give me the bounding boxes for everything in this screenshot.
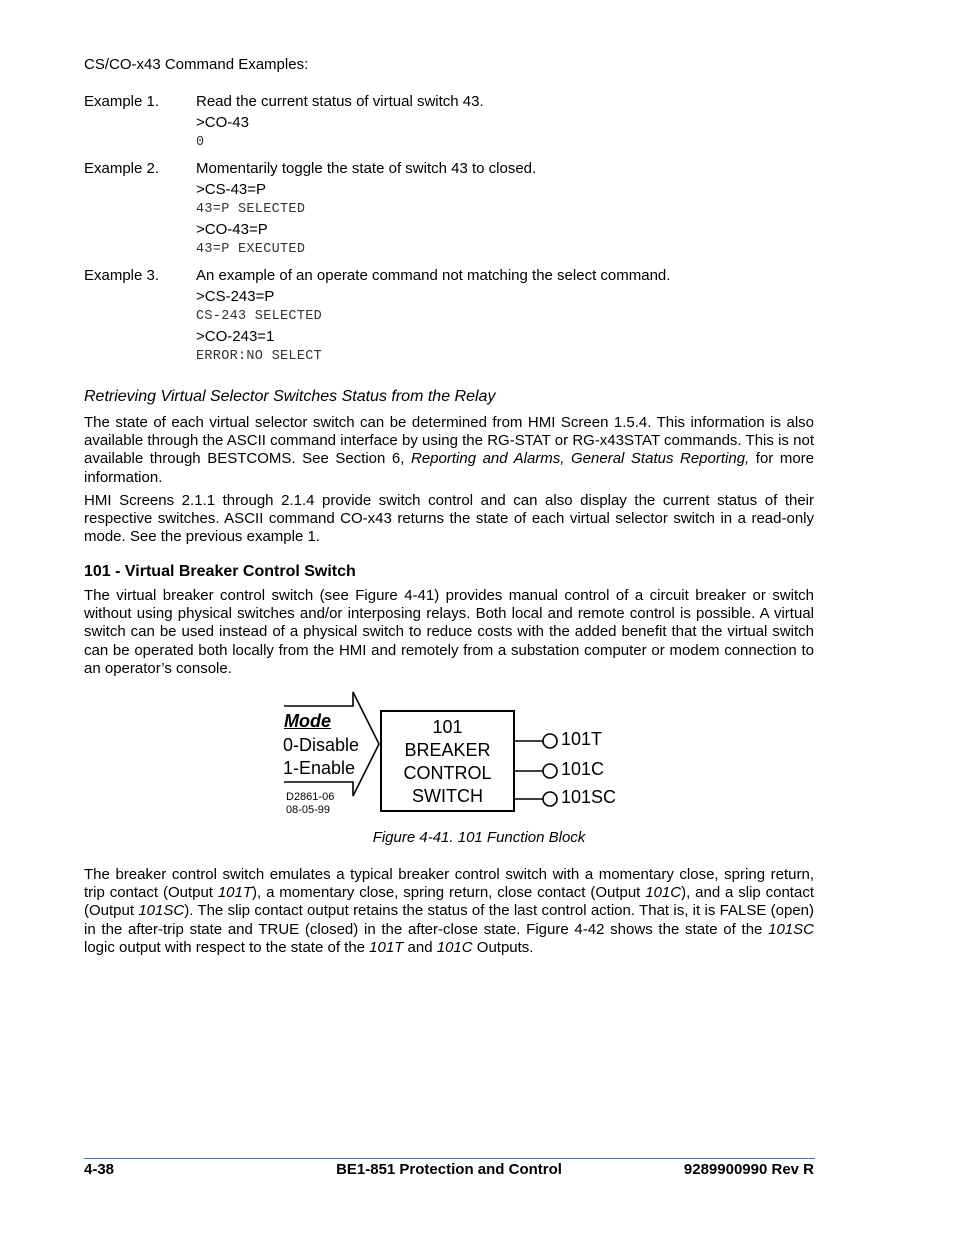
section2-paragraph-1: The virtual breaker control switch (see Figure 4-41) provides manual control of a circuit breaker or switch without using physical switches and/or interposing relays. Both local and remote control is possible. A virtual switch can be used instead of a physical switch to reduce costs with the added benefit that the virtual switch can be operated both locally from the HMI and remotely from a substation computer or modem connection to an operator’s console. — [84, 587, 814, 677]
mode-option-disable: 0-Disable — [283, 735, 360, 755]
example-2-command-select: >CS-43=P — [196, 181, 267, 198]
output-label-101t: 101T — [561, 729, 603, 749]
output-terminal-101c — [543, 764, 557, 778]
example-3-command-operate: >CO-243=1 — [196, 328, 275, 345]
footer-page-number: 4-38 — [84, 1161, 115, 1178]
output-terminal-101sc — [543, 792, 557, 806]
footer-document-number: 9289900990 Rev R — [683, 1161, 814, 1178]
drawing-date: 08-05-99 — [286, 804, 331, 816]
example-2-response-select: 43=P SELECTED — [196, 202, 306, 217]
block-label-line-4: SWITCH — [412, 786, 483, 806]
footer-title: BE1-851 Protection and Control — [336, 1161, 562, 1178]
section-heading-retrieving-status: Retrieving Virtual Selector Switches Status from the Relay — [84, 388, 496, 405]
example-3-command-select: >CS-243=P — [196, 288, 275, 305]
example-2-command-operate: >CO-43=P — [196, 221, 268, 238]
block-label-line-3: CONTROL — [403, 763, 492, 783]
example-1-description: Read the current status of virtual switch 43. — [196, 93, 484, 110]
mode-option-enable: 1-Enable — [283, 758, 356, 778]
example-2-label: Example 2. — [84, 160, 160, 177]
example-1-label: Example 1. — [84, 93, 160, 110]
figure-caption: Figure 4-41. 101 Function Block — [372, 829, 586, 846]
example-2-response-operate: 43=P EXECUTED — [196, 242, 306, 257]
section-heading-101-breaker-switch: 101 - Virtual Breaker Control Switch — [84, 563, 356, 580]
mode-title: Mode — [284, 711, 331, 731]
example-1-command: >CO-43 — [196, 114, 249, 131]
figure-101-function-block — [270, 690, 640, 820]
output-label-101sc: 101SC — [561, 787, 617, 807]
footer-rule — [84, 1158, 815, 1159]
output-terminal-101t — [543, 734, 557, 748]
example-1-response: 0 — [196, 135, 205, 150]
block-label — [381, 716, 514, 808]
section1-paragraph-2: HMI Screens 2.1.1 through 2.1.4 provide switch control and can also display the current status of their respective switches. ASCII command CO-x43 returns the state of each virtual selector switch in a read-only mode. See the previous example 1. — [84, 492, 814, 546]
example-3-response-error: ERROR:NO SELECT — [196, 349, 323, 364]
output-label-101c: 101C — [561, 759, 605, 779]
example-3-label: Example 3. — [84, 267, 160, 284]
example-3-description: An example of an operate command not matching the select command. — [196, 267, 671, 284]
section2-paragraph-2: The breaker control switch emulates a typical breaker control switch with a momentary close, spring return, trip contact (Output 101T), a momentary close, spring return, close contact (Output 101C), and a slip contact (Output 101SC). The slip contact output retains the status of the last control action. That is, it is FALSE (open) in the after-trip state and TRUE (closed) in the after-close state. Figure 4-42 shows the state of the 101SC logic output with respect to the state of the 101T and 101C Outputs. — [84, 866, 814, 956]
examples-intro: CS/CO-x43 Command Examples: — [84, 56, 309, 73]
block-label-line-1: 101 — [432, 717, 463, 737]
drawing-number: D2861-06 — [286, 791, 335, 803]
block-label-line-2: BREAKER — [404, 740, 491, 760]
example-3-response-select: CS-243 SELECTED — [196, 309, 323, 324]
example-2-description: Momentarily toggle the state of switch 43 to closed. — [196, 160, 537, 177]
section1-paragraph-1: The state of each virtual selector switch can be determined from HMI Screen 1.5.4. This information is also available through the ASCII command interface by using the RG-STAT or RG-x43STAT commands. This is not available through BESTCOMS. See Section 6, Reporting and Alarms, General Status Reporting, for more information. — [84, 414, 815, 486]
